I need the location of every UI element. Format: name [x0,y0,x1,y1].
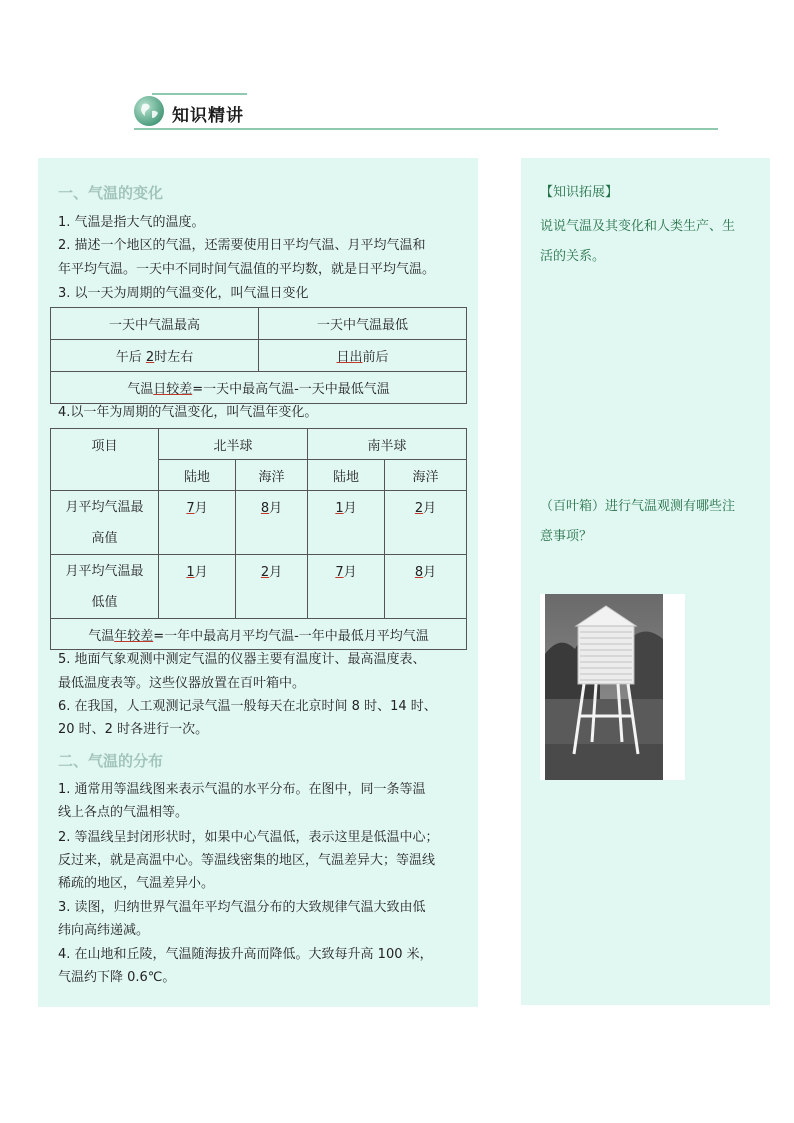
answer-blank: 2 [414,501,424,516]
cell-row1-south-ocean [385,491,467,555]
text: 月 [269,501,283,516]
shelter-question-b: 意事项？ [540,529,593,544]
cell-row2-north-ocean [236,555,308,619]
answer-blank: 8 [260,501,270,516]
paragraph-1: 1. 气温是指大气的温度。 [58,215,205,230]
answer-blank: 7 [335,565,344,580]
paragraph-6a: 6. 在我国，人工观测记录气温一般每天在北京时间 8 时、14 时、 [58,699,437,714]
shelter-question-a: （百叶箱）进行气温观测有哪些注 [540,499,736,514]
distribution-1b: 线上各点的气温相等。 [58,805,189,820]
paragraph-4: 4.以一年为周期的气温变化，叫气温年变化。 [58,405,318,420]
text: 月 [269,565,283,580]
cell-row2-south-land [308,555,385,619]
text: 气温 [88,628,115,644]
cell-north-header: 北半球 [159,429,308,460]
distribution-2a: 2. 等温线呈封闭形状时，如果中心气温低，表示这里是低温中心； [58,830,439,845]
cell-north-land: 陆地 [159,460,236,491]
cell-south-ocean: 海洋 [385,460,467,491]
cell-annual-range-formula [51,619,467,650]
answer-blank: 1 [335,501,344,516]
text: 月平均气温最 [65,499,144,515]
paragraph-5a: 5. 地面气象观测中测定气温的仪器主要有温度计、最高温度表、 [58,652,426,667]
paragraph-3: 3. 以一天为周期的气温变化，叫气温日变化 [58,286,309,301]
cell-daily-low-time [259,340,467,372]
text: 月 [423,565,437,580]
section-header [134,93,718,133]
text: 月 [343,501,357,516]
header-top-line [152,93,247,95]
text: 高值 [91,530,118,546]
cell-item-header: 项目 [51,429,159,491]
extension-title: 【知识拓展】 [540,185,619,200]
cell-row1-label [51,491,159,555]
cell-daily-high-time [51,340,259,372]
distribution-1a: 1. 通常用等温线图来表示气温的水平分布。在图中，同一条等温 [58,782,426,797]
paragraph-2b: 年平均气温。一天中不同时间气温值的平均数，就是日平均气温。 [58,262,436,277]
extension-panel [521,158,770,1005]
answer-blank: 日出 [336,350,363,365]
cell-south-header: 南半球 [308,429,467,460]
cell-row2-label [51,555,159,619]
answer-blank: 8 [414,565,424,580]
section1-title: 一、气温的变化 [58,184,164,202]
distribution-4b: 气温约下降 0.6℃。 [58,970,176,985]
distribution-3a: 3. 读图，归纳世界气温年平均气温分布的大致规律气温大致由低 [58,900,426,915]
text: 时左右 [154,350,194,365]
cell-row1-north-land [159,491,236,555]
text: 月 [343,565,357,580]
weather-shelter-photo [540,594,685,780]
distribution-2b: 反过来，就是高温中心。等温线密集的地区，气温差异大；等温线 [58,853,436,868]
header-bottom-line [134,128,718,130]
cell-row2-north-land [159,555,236,619]
paragraph-2a: 2. 描述一个地区的气温，还需要使用日平均气温、月平均气温和 [58,238,426,253]
cell-row2-south-ocean [385,555,467,619]
cell-north-ocean: 海洋 [236,460,308,491]
cell-daily-low-header: 一天中气温最低 [259,308,467,340]
text: 前后 [362,350,389,365]
cell-daily-high-header: 一天中气温最高 [51,308,259,340]
text: =一天中最高气温-一天中最低气温 [192,382,390,397]
answer-blank: 7 [186,501,195,516]
text: 月 [194,565,208,580]
cell-row1-south-land [308,491,385,555]
paragraph-6b: 20 时、2 时各进行一次。 [58,722,209,737]
text: 月 [423,501,437,516]
extension-text-a: 说说气温及其变化和人类生产、生 [540,219,736,234]
answer-blank: 年较差 [114,628,154,644]
answer-blank: 2 [145,350,155,365]
distribution-2c: 稀疏的地区，气温差异小。 [58,876,215,891]
daily-temp-table [50,307,467,404]
text: 月 [194,501,208,516]
cell-south-land: 陆地 [308,460,385,491]
answer-blank: 1 [186,565,195,580]
cell-row1-north-ocean [236,491,308,555]
text: 午后 [115,350,146,365]
annual-temp-table [50,428,467,650]
answer-blank: 日较差 [153,382,193,397]
globe-icon [134,96,164,126]
section2-title: 二、气温的分布 [58,752,164,770]
text: 低值 [91,594,118,610]
answer-blank: 2 [260,565,270,580]
text: 气温 [127,382,154,397]
extension-text-b: 活的关系。 [540,249,606,264]
paragraph-5b: 最低温度表等。这些仪器放置在百叶箱中。 [58,676,306,691]
text: =一年中最高月平均气温-一年中最低月平均气温 [153,628,429,644]
distribution-3b: 纬向高纬递减。 [58,923,150,938]
distribution-4a: 4. 在山地和丘陵，气温随海拔升高而降低。大致每升高 100 米， [58,947,433,962]
header-title: 知识精讲 [172,106,244,126]
cell-daily-range-formula [51,372,467,404]
text: 月平均气温最 [65,563,144,579]
